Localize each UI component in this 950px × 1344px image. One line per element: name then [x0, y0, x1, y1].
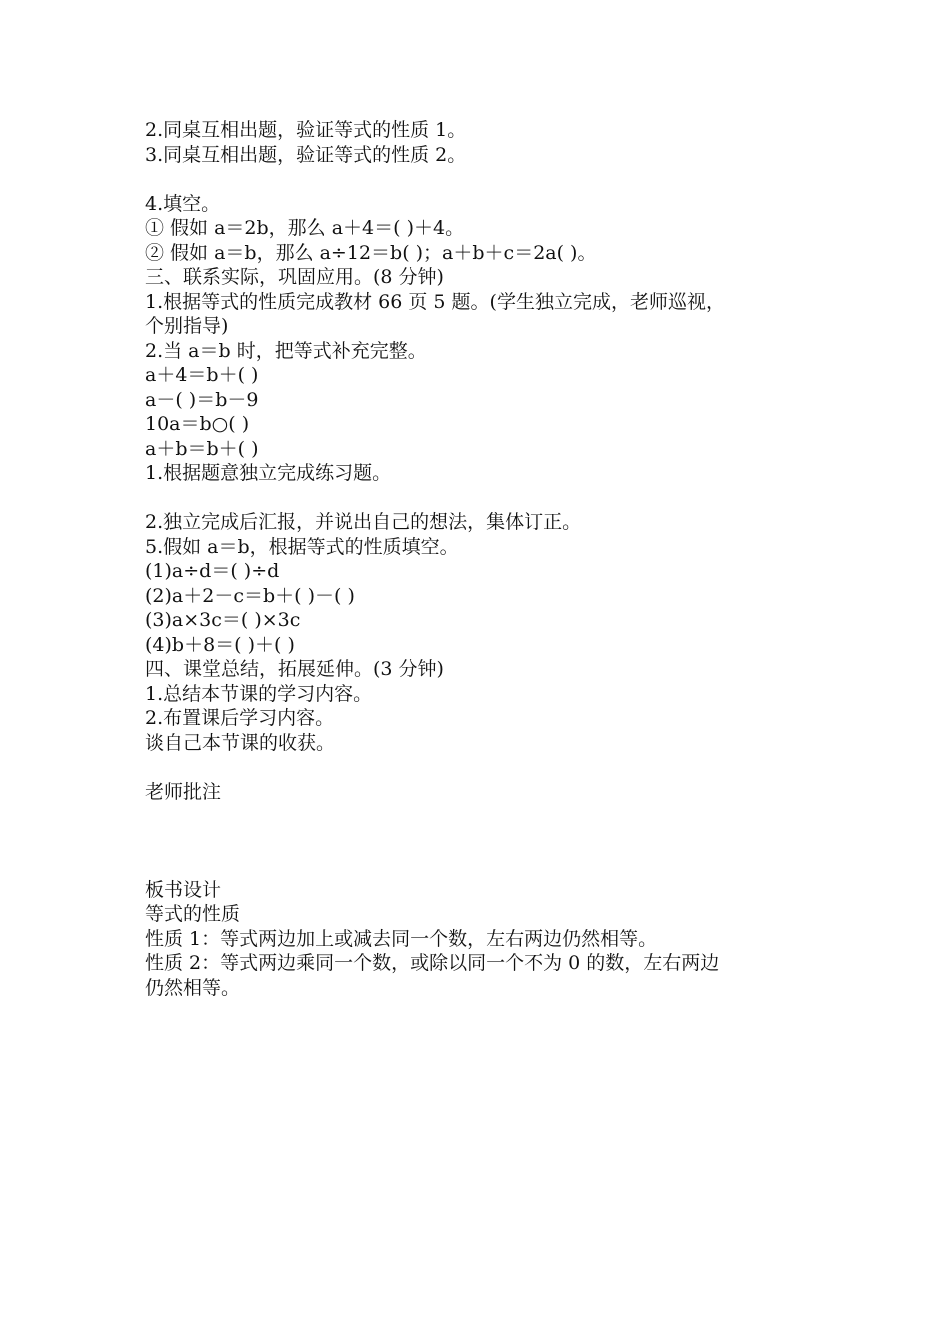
text-line: 1.根据题意独立完成练习题。	[145, 462, 392, 484]
text-line: 5.假如 a＝b，根据等式的性质填空。	[145, 535, 459, 558]
blank-line	[145, 167, 825, 192]
equation-line: 10a＝b○( )	[145, 413, 250, 435]
document-body	[145, 118, 825, 1000]
text-line: 性质 1：等式两边加上或减去同一个数，左右两边仍然相等。	[145, 927, 658, 950]
board-design-heading: 板书设计	[145, 878, 222, 901]
blank-area	[145, 804, 825, 878]
equation-line: a＋4＝b＋( )	[145, 364, 259, 386]
text-line: 2.布置课后学习内容。	[145, 707, 335, 729]
text-line: 2.同桌互相出题，验证等式的性质 1。	[145, 119, 467, 141]
section-heading: 四、课堂总结，拓展延伸。(3 分钟)	[145, 658, 444, 680]
text-line: 谈自己本节课的收获。	[145, 731, 336, 754]
equation-line: (3)a×3c＝( )×3c	[145, 609, 301, 631]
text-line: 2.独立完成后汇报，并说出自己的想法，集体订正。	[145, 511, 582, 533]
text-line: 等式的性质	[145, 903, 241, 925]
text-line: 仍然相等。	[145, 976, 241, 999]
text-line: 性质 2：等式两边乘同一个数，或除以同一个不为 0 的数，左右两边	[145, 952, 720, 974]
equation-line: a＋b＝b＋( )	[145, 437, 259, 460]
section-heading: 4.填空。	[145, 192, 221, 215]
blank-line	[145, 755, 825, 780]
blank-line	[145, 486, 825, 511]
text-line: 1.总结本节课的学习内容。	[145, 682, 373, 705]
equation-line: a－( )＝b－9	[145, 388, 259, 411]
text-line: 个别指导)	[145, 315, 229, 337]
teacher-notes-heading: 老师批注	[145, 780, 222, 803]
text-line: ② 假如 a＝b，那么 a÷12＝b( )；a＋b＋c＝2a( )。	[145, 241, 597, 264]
text-line: 1.根据等式的性质完成教材 66 页 5 题。(学生独立完成，老师巡视，	[145, 290, 725, 313]
text-line: 2.当 a＝b 时，把等式补充完整。	[145, 339, 427, 362]
equation-line: (2)a＋2－c＝b＋( )－( )	[145, 584, 355, 607]
equation-line: (1)a÷d＝( )÷d	[145, 560, 280, 582]
section-heading: 三、联系实际，巩固应用。(8 分钟)	[145, 266, 444, 288]
equation-line: (4)b＋8＝( )＋( )	[145, 633, 295, 656]
text-line: ① 假如 a＝2b，那么 a＋4＝( )＋4。	[145, 217, 465, 239]
text-line: 3.同桌互相出题，验证等式的性质 2。	[145, 143, 467, 166]
